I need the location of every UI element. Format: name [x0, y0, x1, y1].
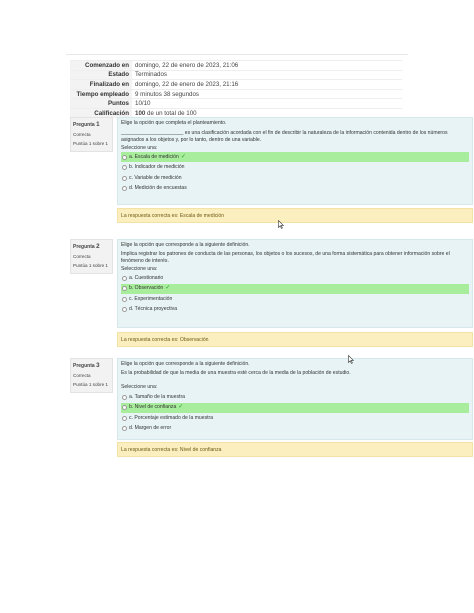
option-label: a. Escala de medición: [129, 153, 179, 160]
select-label: Seleccione una:: [121, 384, 158, 391]
question-info: [70, 117, 113, 152]
radio-button[interactable]: [122, 395, 127, 400]
summary-row: [70, 99, 402, 109]
grade-suffix: de un total de 100: [145, 109, 197, 117]
summary-key: Puntos: [70, 99, 132, 109]
question-info: [70, 239, 113, 274]
radio-button[interactable]: [122, 297, 127, 302]
question-mark: Puntúa 1 sobre 1: [73, 141, 108, 146]
question-prompt: Elige la opción que completa el planteamiento.: [121, 120, 227, 126]
radio-button[interactable]: [122, 405, 127, 410]
summary-key: Finalizado en: [70, 80, 132, 90]
answer-option[interactable]: [121, 413, 469, 423]
answer-option[interactable]: [121, 173, 469, 183]
radio-button[interactable]: [122, 286, 127, 291]
summary-row: [70, 61, 402, 71]
option-label: a. Cuestionario: [129, 274, 164, 281]
answer-option[interactable]: [121, 424, 469, 434]
option-label: b. Observación: [129, 285, 164, 292]
answer-option[interactable]: [121, 305, 469, 315]
question-prompt: Elige la opción que corresponde a la siguiente definición.: [121, 242, 250, 248]
page-top-divider: [66, 54, 408, 55]
answer-option[interactable]: [121, 392, 469, 402]
radio-button[interactable]: [122, 416, 127, 421]
answer-option[interactable]: [121, 163, 469, 173]
summary-key: Calificación: [70, 108, 132, 117]
summary-value: Terminados: [132, 70, 402, 80]
answer-option[interactable]: [121, 152, 469, 162]
answer-option[interactable]: [121, 184, 469, 194]
summary-key: Comenzado en: [70, 61, 132, 71]
radio-button[interactable]: [122, 276, 127, 281]
summary-key: Tiempo empleado: [70, 89, 132, 99]
right-answer-feedback: La respuesta correcta es: Nivel de confianza: [117, 442, 473, 457]
option-label: b. Nivel de confianza: [129, 404, 177, 410]
radio-button[interactable]: [122, 165, 127, 170]
check-icon: ✓: [178, 404, 184, 410]
question-info: [70, 358, 113, 393]
answer-option[interactable]: [121, 294, 469, 304]
option-label: c. Variable de medición: [129, 174, 182, 181]
answer-option[interactable]: [121, 284, 469, 294]
option-label: c. Porcentaje estimado de la muestra: [129, 414, 214, 421]
grade-value: 100: [135, 109, 146, 117]
question-text: Es la probabilidad de que la media de una muestra esté cerca de la media de la población de estudio.: [121, 370, 351, 377]
summary-value: domingo, 22 de enero de 2023, 21:16: [132, 80, 402, 90]
option-label: d. Técnica proyectiva: [129, 306, 178, 313]
select-label: Seleccione una:: [121, 144, 158, 151]
question-state: Correcta: [73, 373, 91, 378]
summary-value: 10/10: [132, 99, 402, 109]
check-icon: ✓: [180, 153, 186, 160]
radio-button[interactable]: [122, 155, 127, 160]
summary-value: 9 minutos 38 segundos: [132, 89, 402, 99]
summary-row: [70, 89, 402, 99]
radio-button[interactable]: [122, 426, 127, 431]
question-formulation: [117, 239, 473, 328]
summary-value: domingo, 22 de enero de 2023, 21:06: [132, 61, 402, 71]
select-label: Seleccione una:: [121, 265, 158, 272]
radio-button[interactable]: [122, 176, 127, 181]
answer-option[interactable]: [121, 403, 469, 413]
answer-option[interactable]: [121, 273, 469, 283]
radio-button[interactable]: [122, 307, 127, 312]
question-prompt: Elige la opción que corresponde a la siguiente definición.: [121, 361, 250, 367]
question-mark: Puntúa 1 sobre 1: [73, 382, 108, 387]
attempt-summary-table: [70, 60, 402, 118]
question-text: ______________________ es una clasificación acordada con el fin de describir la naturaleza de la información contenida dentro de los números asignados a los objetos y, por lo tanto, dentro de una variable.: [121, 130, 448, 144]
question-text: Implica registrar los patrones de conducta de las personas, los objetos o los sucesos, de una forma sistemática para obtener información sobre el fenómeno de interés.: [121, 251, 450, 265]
right-answer-feedback: La respuesta correcta es: Escala de medición: [117, 208, 473, 223]
summary-row: [70, 70, 402, 80]
radio-button[interactable]: [122, 186, 127, 191]
check-icon: ✓: [165, 285, 171, 292]
question-state: Correcta: [73, 254, 91, 259]
question-number: Pregunta 3: [73, 362, 100, 369]
option-label: a. Tamaño de la muestra: [129, 393, 185, 400]
right-answer-feedback: La respuesta correcta es: Observación: [117, 332, 473, 347]
option-label: b. Indicador de medición: [129, 164, 185, 171]
question-number: Pregunta 2: [73, 243, 100, 250]
option-label: d. Medición de encuestas: [129, 185, 187, 192]
question-mark: Puntúa 1 sobre 1: [73, 263, 108, 268]
question-state: Correcta: [73, 132, 91, 137]
option-label: c. Experimentación: [129, 295, 173, 302]
option-label: d. Margen de error: [129, 425, 172, 431]
question-formulation: [117, 358, 473, 440]
summary-key: Estado: [70, 70, 132, 80]
summary-row: [70, 80, 402, 90]
question-number: Pregunta 1: [73, 121, 100, 128]
question-formulation: [117, 117, 473, 205]
